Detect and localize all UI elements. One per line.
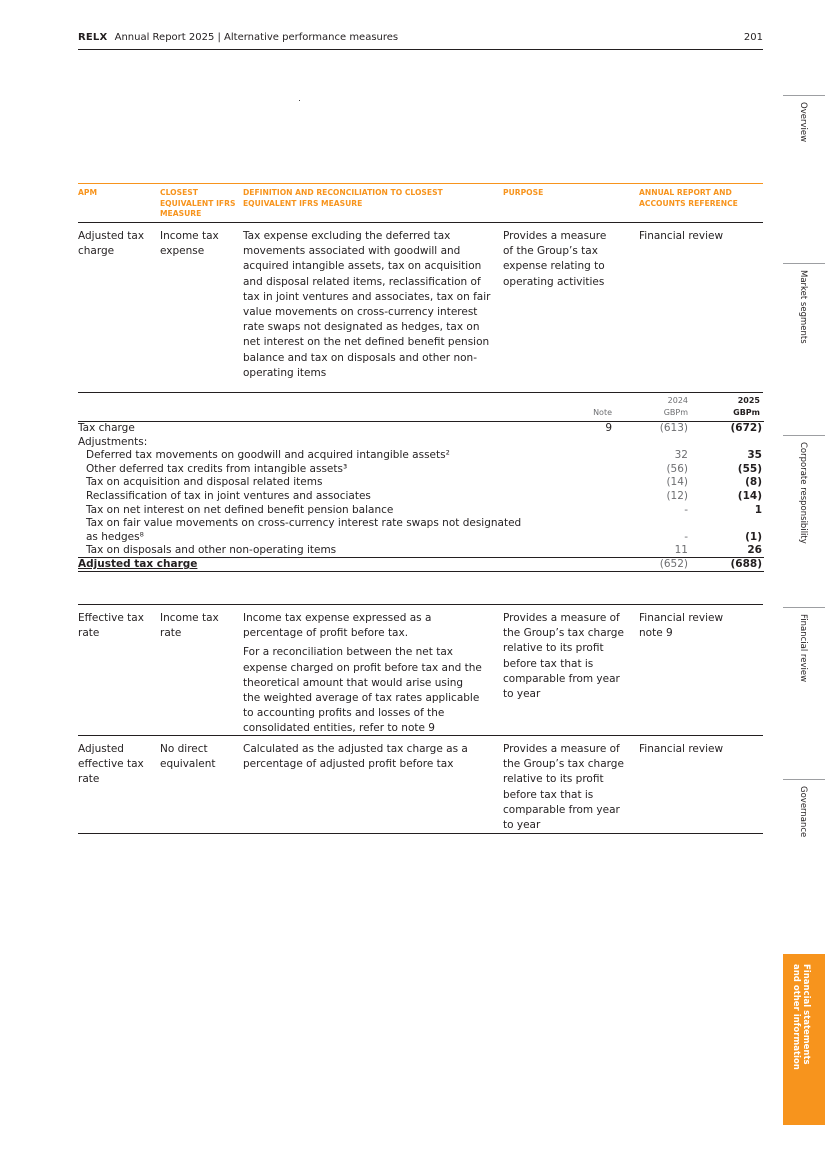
purpose: Provides a measure of the Group’s tax charge relative to its profit before tax that is comparable from year to year — [503, 612, 624, 701]
row-label: Reclassification of tax in joint ventures and associates — [86, 489, 371, 502]
row-value-prior: (14) — [666, 476, 688, 489]
tab-label-line: and other information — [791, 964, 801, 1070]
purpose: Provides a measure of the Group’s tax charge relative to its profit before tax that is comparable from year to year — [503, 743, 624, 832]
column-header-apm: APM — [78, 188, 97, 197]
definition-paragraph: Income tax expense expressed as a percentage of profit before tax. — [243, 612, 432, 640]
reconciliation-row — [78, 504, 764, 518]
header-title: Annual Report 2025 | Alternative performance measures — [114, 32, 399, 43]
tab-label: Financial review — [798, 614, 808, 683]
purpose: Provides a measure of the Group’s tax expense relating to operating activities — [503, 230, 607, 288]
tab-label: Corporate responsibility — [798, 442, 808, 544]
reconciliation-row — [78, 544, 764, 558]
reconciliation-row — [78, 490, 764, 504]
row-value-current: (55) — [737, 462, 762, 475]
total-value-current: (688) — [730, 557, 762, 570]
tab-corporate-responsibility[interactable] — [783, 435, 825, 607]
reference: Financial review — [639, 743, 724, 755]
reconciliation-total-row — [78, 558, 764, 572]
apm-name: Effective tax rate — [78, 612, 144, 640]
row-value-current: (8) — [745, 476, 762, 489]
row-label: Tax charge — [78, 422, 135, 434]
reference: Financial review note 9 — [639, 612, 724, 640]
definition-paragraph: Calculated as the adjusted tax charge as a percentage of adjusted profit before tax — [243, 743, 468, 771]
tab-financial-review[interactable] — [783, 607, 825, 779]
row-value-current: 26 — [747, 544, 762, 557]
row-value-current: (14) — [737, 489, 762, 502]
row-value-prior: 32 — [674, 449, 688, 462]
row-label: Adjustments: — [78, 435, 148, 448]
definition — [243, 742, 483, 772]
row-value-current: 35 — [747, 449, 762, 462]
page-number: 201 — [743, 32, 763, 43]
reconciliation-row — [78, 463, 764, 477]
row-value-prior: (613) — [659, 422, 688, 434]
brand-name: RELX — [78, 32, 108, 43]
definition-paragraph: For a reconciliation between the net tax expense charged on profit before tax and the theoretical amount that would arise using the weighted average of tax rates applicable to accounting profits and losses of the consolidated entities, refer to note 9 — [243, 646, 482, 735]
apm-name: Adjusted effective tax rate — [78, 743, 144, 786]
reconciliation-row — [78, 449, 764, 463]
ifrs-measure: No direct equivalent — [160, 743, 216, 771]
reconciliation-row — [78, 517, 764, 544]
column-header-reference: ANNUAL REPORT AND ACCOUNTS REFERENCE — [639, 188, 738, 208]
column-header-purpose: PURPOSE — [503, 188, 544, 197]
unit-current-header: GBPm — [733, 408, 760, 417]
ifrs-measure: Income tax expense — [160, 230, 219, 258]
reference: Financial review — [639, 230, 724, 242]
tab-label: Market segments — [798, 270, 808, 344]
row-value-prior: (12) — [666, 489, 688, 502]
tax-reconciliation-table — [78, 395, 764, 572]
definition — [243, 611, 483, 737]
table-row — [78, 223, 763, 393]
column-header-definition: DEFINITION AND RECONCILIATION TO CLOSEST EQUIVALENT IFRS MEASURE — [243, 188, 443, 208]
apm-name: Adjusted tax charge — [78, 230, 145, 258]
row-note: 9 — [605, 422, 612, 434]
definition — [243, 229, 491, 381]
unit-prior-header: GBPm — [663, 408, 688, 417]
definition-paragraph: Tax expense excluding the deferred tax movements associated with goodwill and acquired intangible assets, tax on acquisition and disposal related items, reclassification of tax in joint ventures and associates, tax on fair value movements on cross-currency interest rate swaps not designated as hedges, tax on net interest on the net defined benefit pension balance and tax on disposals and other non-operating items — [243, 230, 491, 379]
table-row — [78, 736, 763, 834]
tab-financial-statements[interactable] — [783, 954, 825, 1125]
total-value-prior: (652) — [659, 557, 688, 570]
tab-label: Overview — [798, 102, 808, 143]
apm-table-header — [78, 183, 763, 223]
ifrs-measure: Income tax rate — [160, 612, 219, 640]
table-row — [78, 604, 763, 736]
row-label: Tax on acquisition and disposal related items — [86, 476, 323, 489]
row-label: Other deferred tax credits from intangible assets³ — [86, 462, 348, 475]
column-header-ifrs: CLOSEST EQUIVALENT IFRS MEASURE — [160, 188, 236, 218]
reconciliation-row — [78, 436, 764, 450]
total-label: Adjusted tax charge — [78, 557, 198, 570]
row-label: Deferred tax movements on goodwill and acquired intangible assets² — [86, 449, 450, 462]
tab-label: Governance — [798, 786, 808, 838]
year-current-header: 2025 — [737, 396, 760, 405]
tab-label — [791, 964, 811, 1070]
row-value-current: (1) — [745, 530, 762, 543]
year-prior-header: 2024 — [667, 396, 688, 405]
row-value-prior: - — [684, 503, 688, 516]
row-value-current: (672) — [730, 422, 762, 434]
reconciliation-column-headers — [78, 395, 764, 422]
stray-dot — [299, 100, 300, 101]
row-label: Tax on net interest on net defined benefit pension balance — [86, 503, 394, 516]
row-value-prior: 11 — [674, 544, 688, 557]
reconciliation-row — [78, 476, 764, 490]
tab-governance[interactable] — [783, 779, 825, 951]
note-column-header: Note — [593, 408, 612, 417]
row-label: Tax on disposals and other non-operating items — [86, 544, 337, 557]
row-value-current: 1 — [754, 503, 762, 516]
tab-market-segments[interactable] — [783, 263, 825, 435]
page-header — [78, 32, 763, 50]
reconciliation-row — [78, 422, 764, 436]
row-label: Tax on fair value movements on cross-currency interest rate swaps not designated — [86, 517, 522, 530]
tab-overview[interactable] — [783, 95, 825, 263]
row-value-prior: (56) — [666, 462, 688, 475]
row-value-prior: - — [684, 530, 688, 543]
tab-label-line: Financial statements — [801, 964, 811, 1065]
row-label-continued: as hedges⁸ — [86, 530, 144, 543]
